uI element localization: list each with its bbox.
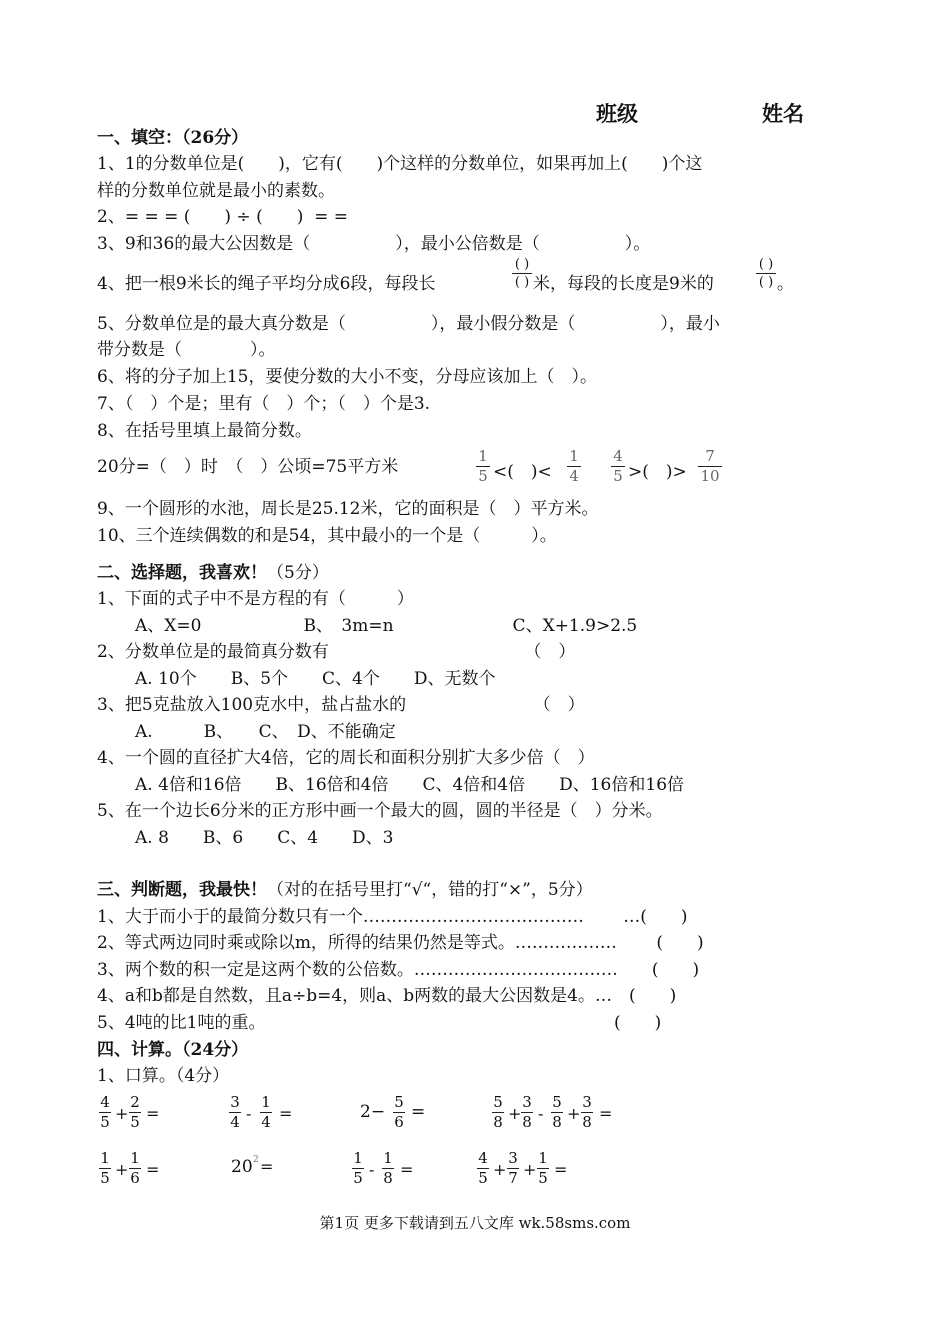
frac-e8-c: 1 5 [538,1149,548,1187]
frac-e4-a: 5 8 [493,1093,503,1131]
s3-q3: 3、两个数的积一定是这两个数的公倍数。……………………………… ( ) [97,960,700,980]
q5-line2: 带分数是（ ）。 [97,340,276,360]
eq-e6: = [260,1157,274,1176]
q8-compare2-right-fraction: 7 10 [698,448,722,485]
s2-q4: 4、一个圆的直径扩大4倍，它的周长和面积分别扩大多少倍（ ） [97,748,595,768]
q8-compare2-left-fraction: 4 5 [611,448,625,485]
frac-e2-b: 1 4 [261,1093,271,1131]
section4-sub1: 1、口算。（4分） [97,1066,230,1086]
eq-e5: = [146,1160,160,1179]
frac-e8-b: 3 7 [508,1149,518,1187]
s3-q1: 1、大于而小于的最简分数只有一个………………………………… …( ) [97,907,688,927]
frac-e8-a: 4 5 [478,1149,488,1187]
op-e1: + [115,1104,129,1123]
frac-e4-c: 5 8 [552,1093,562,1131]
s2-q3-options: A. B、 C、 D、不能确定 [135,722,396,742]
s2-q2: 2、分数单位是的最简真分数有 （ ） [97,642,576,662]
section3-title-instructions: （对的在括号里打“√“，错的打“×”，5分） [267,880,593,900]
frac-e4-b: 3 8 [522,1093,532,1131]
op-e7: - [369,1160,375,1179]
s2-q2-options: A. 10个 B、5个 C、4个 D、无数个 [135,669,496,689]
q8-compare1-left-fraction: 1 5 [476,448,490,485]
pre-e3: 2− [360,1102,386,1122]
section4-title: 四、计算。（24分） [97,1040,249,1060]
frac-e4-d: 3 8 [582,1093,592,1131]
frac-e7-a: 1 5 [353,1149,363,1187]
q4-part3: 。 [777,274,794,294]
eq-e4: = [599,1104,613,1123]
page-footer: 第1页 更多下载请到五八文库 wk.58sms.com [319,1214,631,1232]
s2-q5-options: A. 8 B、6 C、4 D、3 [135,828,394,848]
eq-e2: = [279,1104,293,1123]
q4-part2: 米，每段的长度是9米的 [533,274,714,294]
frac-e1-a: 4 5 [100,1093,110,1131]
section3-title [97,879,593,901]
q3: 3、9和36的最大公因数是（ ），最小公倍数是（ ）。 [97,234,651,254]
s2-q1-options: A、X=0 B、 3m=n C、X+1.9>2.5 [135,616,638,636]
q9: 9、一个圆形的水池，周长是25.12米，它的面积是（ ）平方米。 [97,499,599,519]
op2-e8: + [523,1160,537,1179]
op-e2: - [246,1104,252,1123]
eq-e8: = [554,1160,568,1179]
op-e5: + [115,1160,129,1179]
frac-e1-b: 2 5 [130,1093,140,1131]
s2-q5: 5、在一个边长6分米的正方形中画一个最大的圆，圆的半径是（ ）分米。 [97,801,663,821]
q2: 2、= = = ( ) ÷ ( ) = = [97,207,349,227]
s3-q4: 4、a和b都是自然数，且a÷b=4，则a、b两数的最大公因数是4。… ( ) [97,986,677,1006]
section3-title-bold: 三、判断题，我最快！ [97,880,267,900]
frac-e7-b: 1 8 [383,1149,393,1187]
q4-part1: 4、把一根9米长的绳子平均分成6段，每段长 [97,274,436,294]
s2-q4-options: A. 4倍和16倍 B、16倍和4倍 C、4倍和4倍 D、16倍和16倍 [135,775,685,795]
s3-q5: 5、4吨的比1吨的重。 ( ) [97,1013,662,1033]
frac-e2-a: 3 4 [230,1093,240,1131]
q8-row-text: 20分=（ ）时 （ ）公顷=75平方米 [97,457,399,477]
q1-line1: 1、1的分数单位是( )，它有( )个这样的分数单位，如果再加上( )个这 [97,154,703,174]
q8-compare1-middle: <( )< [493,462,552,482]
q4-fraction-2: ( ) ( ) [756,257,776,290]
q7: 7、（ ）个是；里有（ ）个；（ ）个是3. [97,394,431,414]
q8-compare1-right-fraction: 1 4 [567,448,581,485]
eq-e7: = [400,1160,414,1179]
q8: 8、在括号里填上最简分数。 [97,421,312,441]
section2-title [97,562,329,584]
op1-e4: + [508,1104,522,1123]
q8-compare2-middle: >( )> [628,462,687,482]
section2-title-points: （5分） [267,563,329,583]
frac-e5-a: 1 5 [100,1149,110,1187]
op2-e4: - [538,1104,544,1123]
s2-q3: 3、把5克盐放入100克水中，盐占盐水的 （ ） [97,695,585,715]
base-e6: 20 [231,1157,253,1177]
section1-title: 一、填空：（26分） [97,128,249,148]
name-label: 姓名 [762,101,804,126]
class-label: 班级 [596,101,638,126]
op3-e4: + [567,1104,581,1123]
q5-line1: 5、分数单位是的最大真分数是（ ），最小假分数是（ ），最小 [97,314,720,334]
q4-fraction-1: ( ) ( ) [512,257,532,290]
eq-e3: = [411,1102,426,1122]
sup-e6: 2 [253,1155,259,1165]
section2-title-bold: 二、选择题，我喜欢！ [97,563,267,583]
q6: 6、将的分子加上15，要使分数的大小不变，分母应该加上（ ）。 [97,367,597,387]
frac-e3-a: 5 6 [394,1093,404,1131]
q1-line2: 样的分数单位就是最小的素数。 [97,181,335,201]
frac-e5-b: 1 6 [130,1149,140,1187]
s2-q1: 1、下面的式子中不是方程的有（ ） [97,589,414,609]
s3-q2: 2、等式两边同时乘或除以m，所得的结果仍然是等式。……………… ( ) [97,933,704,953]
eq-e1: = [146,1104,160,1123]
q10: 10、三个连续偶数的和是54，其中最小的一个是（ ）。 [97,526,557,546]
op1-e8: + [493,1160,507,1179]
